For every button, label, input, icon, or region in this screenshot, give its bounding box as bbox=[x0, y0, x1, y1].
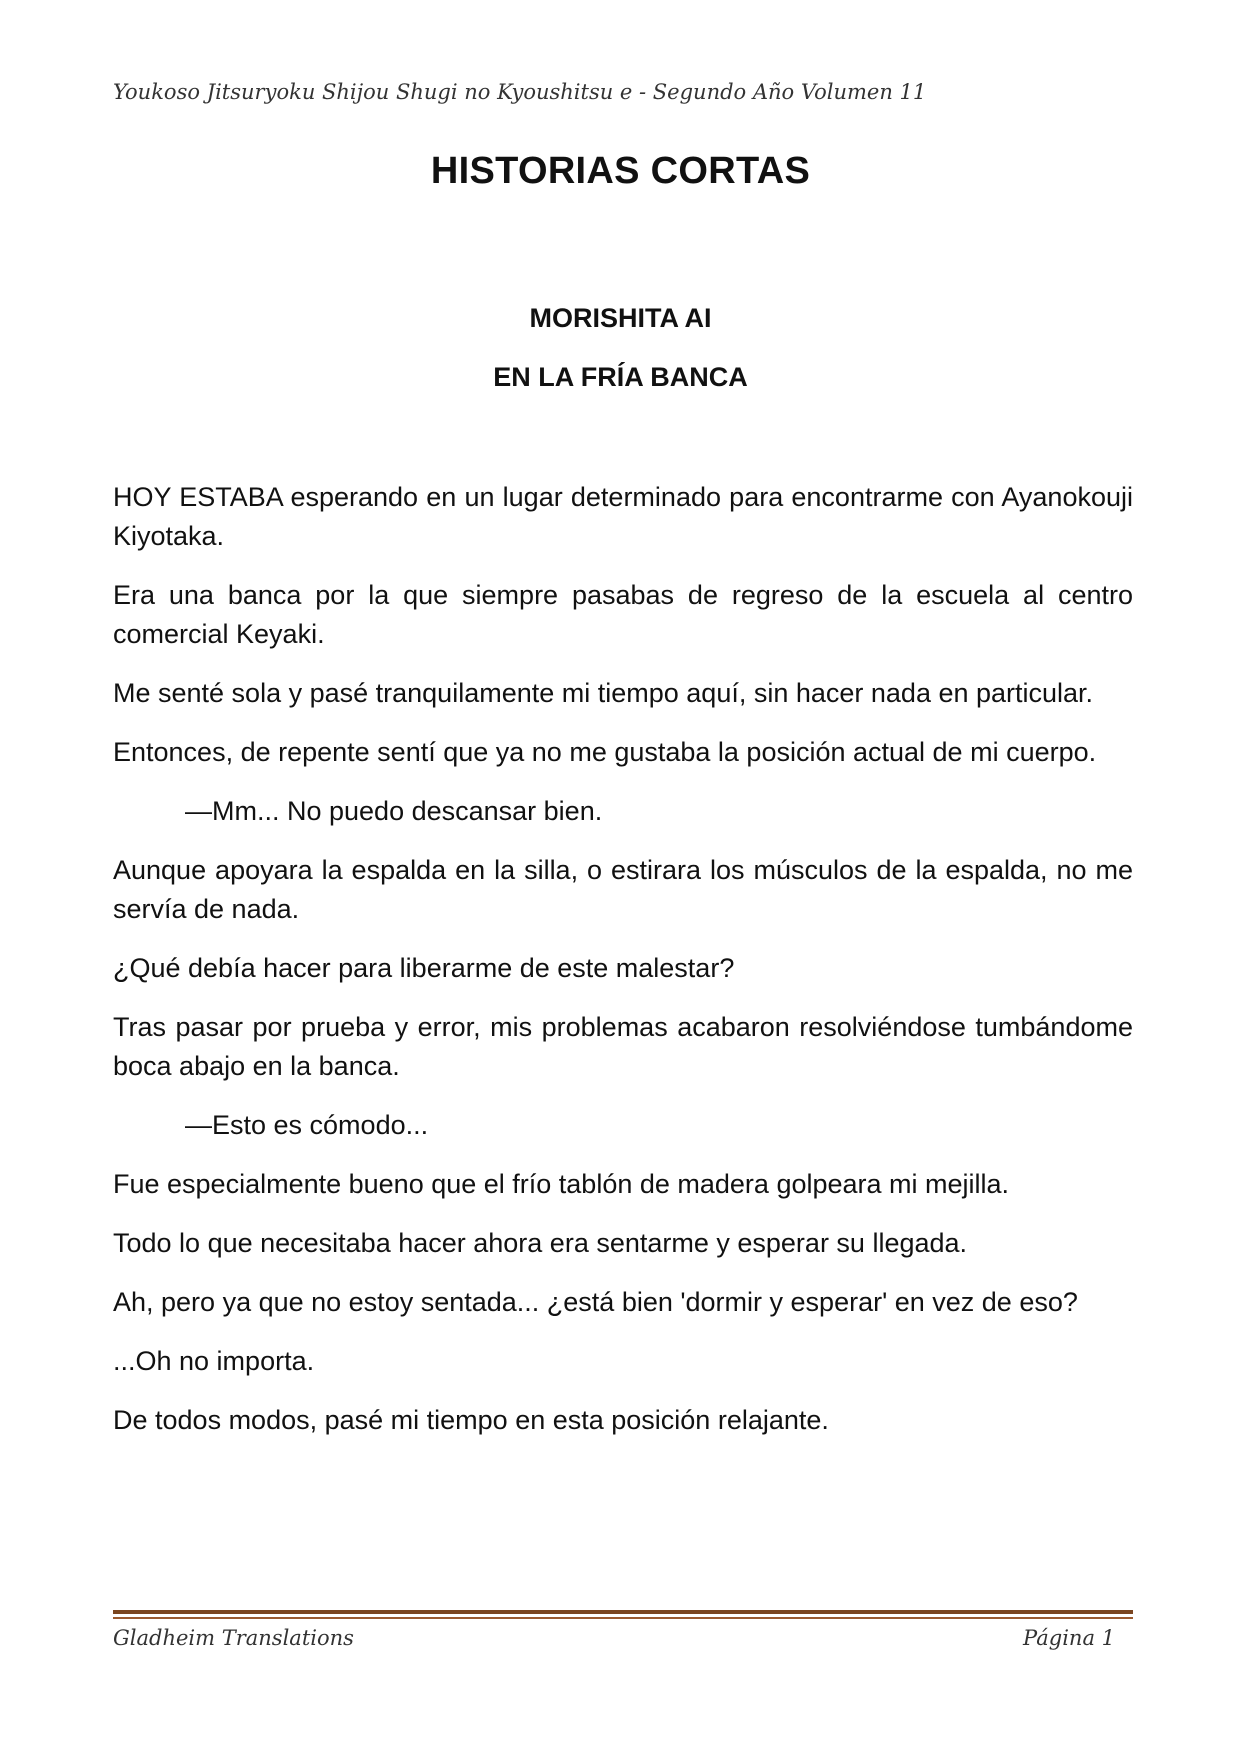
paragraph: Era una banca por la que siempre pasabas de regreso de la escuela al centro comercial Keyaki. bbox=[113, 580, 1133, 649]
running-header: Youkoso Jitsuryoku Shijou Shugi no Kyoushitsu e - Segundo Año Volumen 11 bbox=[113, 80, 927, 104]
paragraph: Todo lo que necesitaba hacer ahora era sentarme y esperar su llegada. bbox=[113, 1228, 968, 1258]
footer-rule bbox=[113, 1610, 1133, 1614]
page-title: HISTORIAS CORTAS bbox=[430, 150, 811, 192]
footer-rule-thin bbox=[113, 1617, 1133, 1619]
paragraph: Aunque apoyara la espalda en la silla, o estirara los músculos de la espalda, no me servía de nada. bbox=[113, 855, 1133, 924]
paragraph: ...Oh no importa. bbox=[113, 1346, 315, 1376]
dialog-line: —Esto es cómodo... bbox=[185, 1110, 429, 1140]
paragraph: Me senté sola y pasé tranquilamente mi tiempo aquí, sin hacer nada en particular. bbox=[113, 678, 1094, 708]
paragraph: ¿Qué debía hacer para liberarme de este malestar? bbox=[113, 953, 735, 983]
paragraph: Entonces, de repente sentí que ya no me gustaba la posición actual de mi cuerpo. bbox=[113, 737, 1097, 767]
paragraph: De todos modos, pasé mi tiempo en esta posición relajante. bbox=[113, 1405, 829, 1435]
author-heading: MORISHITA AI bbox=[529, 303, 712, 333]
page-number: Página 1 bbox=[1023, 1626, 1115, 1650]
paragraph: Fue especialmente bueno que el frío tablón de madera golpeara mi mejilla. bbox=[113, 1169, 1010, 1199]
paragraph: Ah, pero ya que no estoy sentada... ¿está bien 'dormir y esperar' en vez de eso? bbox=[113, 1287, 1078, 1317]
story-body bbox=[113, 478, 1133, 1460]
footer-translator: Gladheim Translations bbox=[113, 1626, 354, 1650]
paragraph: HOY ESTABA esperando en un lugar determinado para encontrarme con Ayanokouji Kiyotaka. bbox=[113, 482, 1133, 551]
paragraph: Tras pasar por prueba y error, mis problemas acabaron resolviéndose tumbándome boca abajo en la banca. bbox=[113, 1012, 1133, 1081]
dialog-line: —Mm... No puedo descansar bien. bbox=[185, 796, 603, 826]
story-heading: EN LA FRÍA BANCA bbox=[493, 362, 748, 392]
